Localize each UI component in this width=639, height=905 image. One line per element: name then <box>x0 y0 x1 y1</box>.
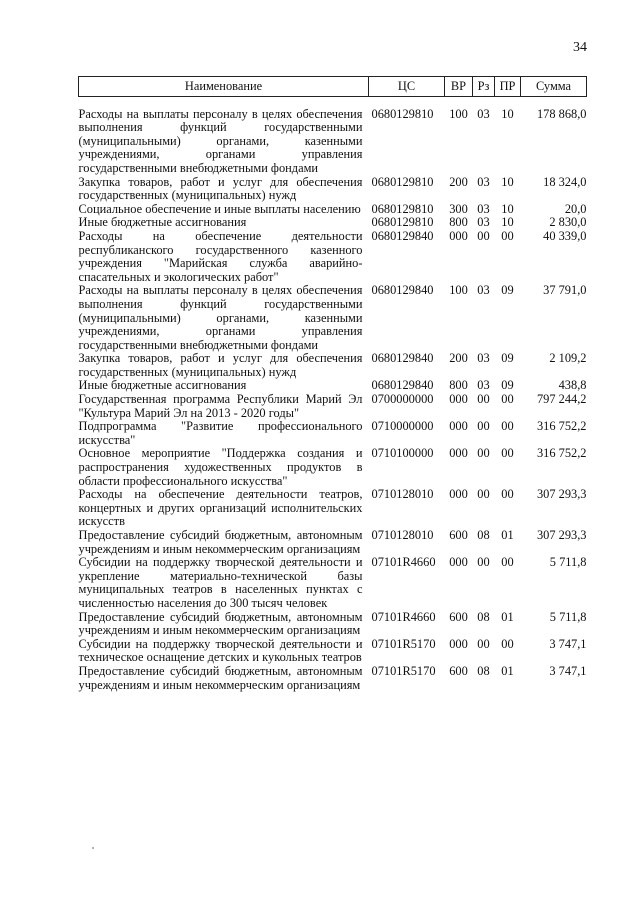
cell-rz: 00 <box>477 419 490 434</box>
cell-code: 0710128010 <box>371 487 434 502</box>
cell-sum: 316 752,2 <box>536 446 587 461</box>
cell-sum: 18 324,0 <box>543 174 587 189</box>
cell-code: 0680129840 <box>371 228 434 243</box>
cell-code: 0680129810 <box>371 201 434 216</box>
cell-pr: 01 <box>501 663 514 678</box>
cell-rz: 00 <box>477 555 490 570</box>
cell-sum: 40 339,0 <box>543 228 587 243</box>
cell-pr: 10 <box>501 174 514 189</box>
cell-rz: 03 <box>477 106 490 121</box>
table-row <box>79 611 587 638</box>
cell-vr: 100 <box>449 283 468 298</box>
cell-code: 0710128010 <box>371 528 434 542</box>
cell-sum: 2 109,2 <box>549 351 587 366</box>
cell-vr: 300 <box>449 201 468 216</box>
table-row <box>79 556 587 610</box>
cell-rz: 08 <box>477 528 490 542</box>
column-header-rz: Рз <box>473 77 495 97</box>
cell-rz: 00 <box>477 636 490 651</box>
cell-code: 07101R5170 <box>371 663 436 678</box>
cell-sum: 5 711,8 <box>549 609 587 624</box>
cell-vr: 100 <box>449 106 468 121</box>
table-row <box>79 488 587 529</box>
table-header <box>79 77 587 97</box>
cell-rz: 03 <box>477 174 490 189</box>
cell-sum: 178 868,0 <box>536 106 587 121</box>
cell-vr: 000 <box>449 446 468 461</box>
cell-vr: 200 <box>449 174 468 189</box>
cell-code: 07101R5170 <box>371 636 436 651</box>
cell-pr: 10 <box>501 106 514 121</box>
cell-code: 0680129810 <box>371 215 434 230</box>
cell-pr: 09 <box>501 378 514 393</box>
cell-sum: 316 752,2 <box>536 419 587 434</box>
cell-code: 0680129810 <box>371 106 434 121</box>
table-row <box>79 96 587 175</box>
scan-speck <box>92 847 94 849</box>
cell-code: 07101R4660 <box>371 609 436 624</box>
table-row <box>79 638 587 665</box>
cell-vr: 600 <box>449 609 468 624</box>
cell-rz: 03 <box>477 215 490 230</box>
cell-name: Подпрограмма "Развитие профессионального искусства" <box>78 419 363 447</box>
cell-pr: 10 <box>501 215 514 230</box>
cell-vr: 000 <box>449 228 468 243</box>
cell-code: 0680129840 <box>371 351 434 366</box>
cell-pr: 10 <box>501 201 514 216</box>
cell-rz: 00 <box>477 392 490 407</box>
cell-rz: 03 <box>477 283 490 298</box>
cell-rz: 08 <box>477 609 490 624</box>
cell-vr: 000 <box>449 419 468 434</box>
cell-rz: 03 <box>477 351 490 366</box>
cell-sum: 5 711,8 <box>549 555 587 570</box>
cell-code: 07101R4660 <box>371 555 436 570</box>
table-row <box>79 203 587 217</box>
cell-vr: 000 <box>449 487 468 502</box>
cell-rz: 00 <box>477 228 490 243</box>
cell-name: Иные бюджетные ассигнования <box>78 378 247 393</box>
cell-sum: 307 293,3 <box>536 528 587 542</box>
table-row <box>79 529 587 556</box>
cell-pr: 00 <box>501 419 514 434</box>
page-number: 34 <box>573 40 587 55</box>
cell-name: Социальное обеспечение и иные выплаты населению <box>78 201 361 216</box>
cell-pr: 00 <box>501 487 514 502</box>
cell-pr: 00 <box>501 392 514 407</box>
column-header-pr: ПР <box>495 77 521 97</box>
cell-pr: 01 <box>501 528 514 542</box>
column-header-sum: Сумма <box>521 77 587 97</box>
column-header-code: ЦС <box>369 77 445 97</box>
cell-sum: 3 747,1 <box>549 636 587 651</box>
cell-vr: 000 <box>449 555 468 570</box>
cell-code: 0710000000 <box>371 419 434 434</box>
cell-name: Расходы на обеспечение деятельности театров, концертных и других организаций исполнительских искусств <box>78 487 363 529</box>
table-row <box>79 284 587 352</box>
cell-vr: 600 <box>449 663 468 678</box>
cell-sum: 797 244,2 <box>536 392 587 407</box>
cell-name: Закупка товаров, работ и услуг для обеспечения государственных (муниципальных) нужд <box>78 351 363 379</box>
column-header-name: Наименование <box>79 77 369 97</box>
cell-name: Иные бюджетные ассигнования <box>78 215 247 230</box>
table-row <box>79 379 587 393</box>
cell-name: Предоставление субсидий бюджетным, автономным учреждениям и иным некоммерческим организациям <box>78 609 363 638</box>
cell-rz: 03 <box>477 201 490 216</box>
column-header-vr: ВР <box>445 77 473 97</box>
budget-table <box>78 76 587 692</box>
table-row <box>79 230 587 284</box>
cell-code: 0680129810 <box>371 174 434 189</box>
cell-pr: 00 <box>501 228 514 243</box>
cell-rz: 03 <box>477 378 490 393</box>
cell-vr: 200 <box>449 351 468 366</box>
cell-name: Субсидии на поддержку творческой деятельности и укрепление материально-технической базы муниципальных театров в населенных пунктах с численностью населения до 300 тысяч человек <box>78 555 363 610</box>
cell-rz: 00 <box>477 487 490 502</box>
cell-name: Расходы на выплаты персоналу в целях обеспечения выполнения функций государственными (муниципальными) органами, казенными учреждениями, органами управления государственными внебюджетными фондами <box>78 106 363 175</box>
table-row <box>79 665 587 692</box>
table-row <box>79 447 587 488</box>
cell-sum: 438,8 <box>558 378 587 393</box>
cell-rz: 00 <box>477 446 490 461</box>
cell-vr: 800 <box>449 378 468 393</box>
cell-vr: 000 <box>449 392 468 407</box>
table-body <box>79 96 587 692</box>
cell-code: 0710100000 <box>371 446 434 461</box>
cell-pr: 09 <box>501 283 514 298</box>
cell-name: Государственная программа Республики Марий Эл "Культура Марий Эл на 2013 - 2020 годы" <box>78 392 363 420</box>
cell-name: Предоставление субсидий бюджетным, автономным учреждениям и иным некоммерческим организациям <box>78 528 363 556</box>
table-row <box>79 176 587 203</box>
cell-name: Основное мероприятие "Поддержка создания и распространения художественных продуктов в области профессионального искусства" <box>78 446 363 488</box>
cell-pr: 00 <box>501 555 514 570</box>
cell-vr: 000 <box>449 636 468 651</box>
cell-vr: 600 <box>449 528 468 542</box>
cell-sum: 2 830,0 <box>549 215 587 230</box>
table-row <box>79 420 587 447</box>
cell-pr: 00 <box>501 636 514 651</box>
cell-vr: 800 <box>449 215 468 230</box>
cell-sum: 3 747,1 <box>549 663 587 678</box>
cell-sum: 37 791,0 <box>543 283 587 298</box>
cell-name: Субсидии на поддержку творческой деятельности и техническое оснащение детских и кукольных театров <box>78 636 363 665</box>
cell-rz: 08 <box>477 663 490 678</box>
cell-pr: 09 <box>501 351 514 366</box>
cell-name: Расходы на выплаты персоналу в целях обеспечения выполнения функций государственными (муниципальными) органами, казенными учреждениями, органами управления государственными внебюджетными фондами <box>78 283 363 352</box>
cell-sum: 20,0 <box>564 201 587 216</box>
cell-code: 0680129840 <box>371 378 434 393</box>
cell-code: 0700000000 <box>371 392 434 407</box>
cell-name: Расходы на обеспечение деятельности республиканского государственного казенного учреждения "Марийская служба аварийно-спасательных и экологических работ" <box>78 228 363 284</box>
cell-pr: 01 <box>501 609 514 624</box>
cell-name: Предоставление субсидий бюджетным, автономным учреждениям и иным некоммерческим организациям <box>78 663 363 692</box>
cell-code: 0680129840 <box>371 283 434 298</box>
table-row <box>79 352 587 379</box>
table-row <box>79 393 587 420</box>
cell-pr: 00 <box>501 446 514 461</box>
cell-sum: 307 293,3 <box>536 487 587 502</box>
table-row <box>79 216 587 230</box>
cell-name: Закупка товаров, работ и услуг для обеспечения государственных (муниципальных) нужд <box>78 174 363 203</box>
